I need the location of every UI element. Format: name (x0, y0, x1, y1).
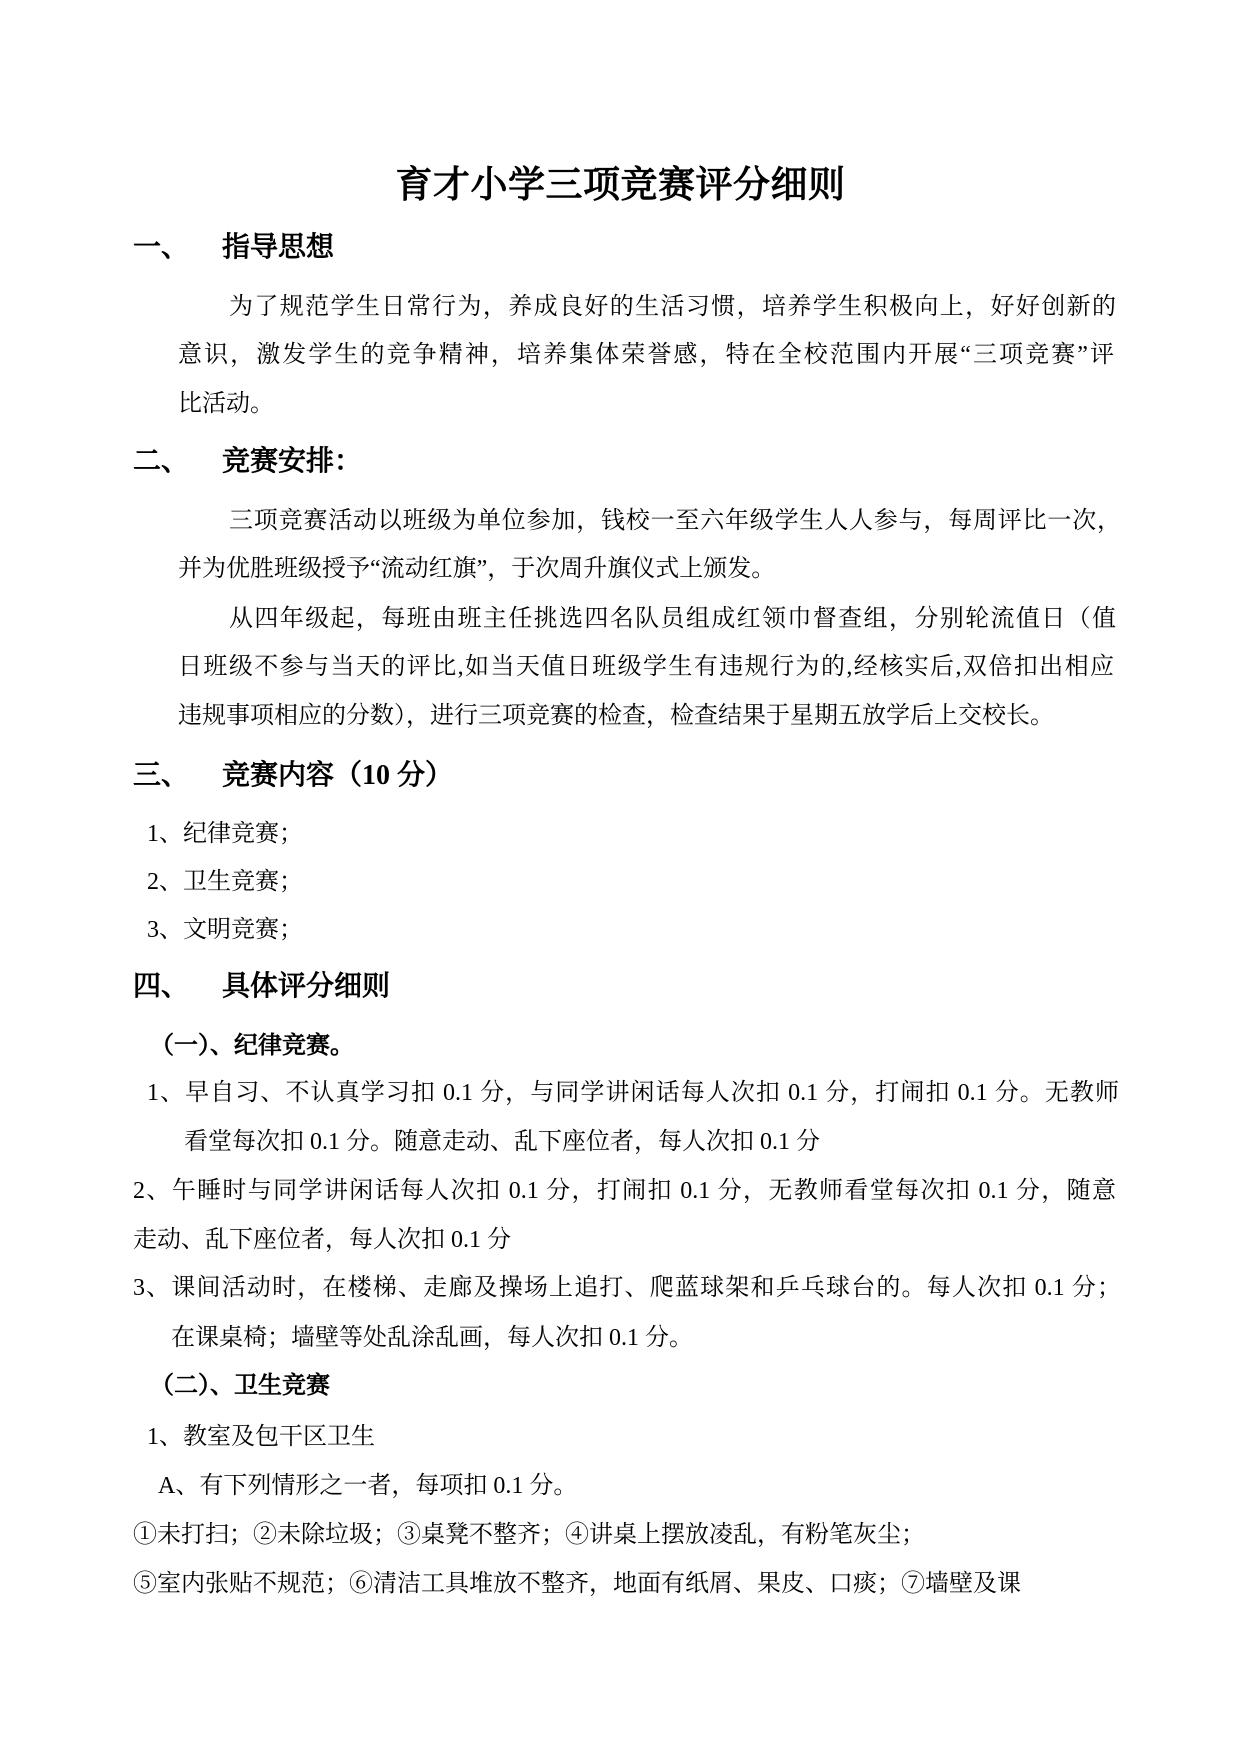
rule-line: ⑤室内张贴不规范；⑥清洁工具堆放不整齐，地面有纸屑、果皮、口痰；⑦墙壁及课 (133, 1571, 1021, 1597)
section-heading: 竞赛安排： (222, 446, 363, 477)
paragraph-line: 为了规范学生日常行为，养成良好的生活习惯，培养学生积极向上，好好创新的 (229, 294, 1116, 320)
subsection-heading: （一）、纪律竞赛。 (150, 1033, 354, 1059)
section-number: 三、 (133, 760, 190, 791)
subsection-heading: （二）、卫生竞赛 (150, 1373, 330, 1399)
list-item: 2、卫生竞赛； (147, 869, 303, 895)
rule-line: 3、课间活动时，在楼梯、走廊及操场上追打、爬蓝球架和乒乓球台的。每人次扣 0.1 分； (133, 1275, 1121, 1301)
document-title: 育才小学三项竞赛评分细则 (395, 165, 846, 206)
paragraph-line: 并为优胜班级授予“流动红旗”，于次周升旗仪式上颁发。 (178, 556, 776, 582)
section-heading: 指导思想 (222, 232, 335, 263)
section-number: 一、 (133, 232, 190, 263)
rule-line: A、有下列情形之一者，每项扣 0.1 分。 (158, 1473, 578, 1499)
paragraph-line: 从四年级起，每班由班主任挑选四名队员组成红领巾督查组，分别轮流值日（值 (229, 606, 1116, 632)
section-number: 二、 (133, 446, 190, 477)
paragraph-line: 违规事项相应的分数），进行三项竞赛的检查，检查结果于星期五放学后上交校长。 (178, 703, 1054, 729)
rule-line: ①未打扫；②未除垃圾；③桌凳不整齐；④讲桌上摆放凌乱，有粉笔灰尘； (133, 1522, 925, 1548)
rule-line: 1、教室及包干区卫生 (147, 1424, 375, 1450)
rule-line: 走动、乱下座位者，每人次扣 0.1 分 (133, 1227, 511, 1253)
paragraph-line: 比活动。 (178, 391, 274, 417)
list-item: 3、文明竞赛； (147, 917, 303, 943)
rule-line: 1、早自习、不认真学习扣 0.1 分，与同学讲闲话每人次扣 0.1 分，打闹扣 0.1 分。无教师 (147, 1080, 1119, 1106)
rule-line: 2、午睡时与同学讲闲话每人次扣 0.1 分，打闹扣 0.1 分，无教师看堂每次扣 0.1 分，随意 (133, 1178, 1116, 1204)
section-heading: 竞赛内容（10 分） (222, 760, 454, 791)
rule-line: 在课桌椅；墙壁等处乱涂乱画，每人次扣 0.1 分。 (171, 1325, 693, 1351)
section-heading: 具体评分细则 (222, 971, 391, 1002)
paragraph-line: 意识，激发学生的竞争精神，培养集体荣誉感，特在全校范围内开展“三项竞赛”评 (178, 342, 1114, 368)
paragraph-line: 三项竞赛活动以班级为单位参加，钱校一至六年级学生人人参与，每周评比一次， (229, 508, 1121, 534)
section-number: 四、 (133, 971, 190, 1002)
list-item: 1、纪律竞赛； (147, 821, 303, 847)
paragraph-line: 日班级不参与当天的评比,如当天值日班级学生有违规行为的,经核实后,双倍扣出相应 (178, 654, 1114, 680)
rule-line: 看堂每次扣 0.1 分。随意走动、乱下座位者，每人次扣 0.1 分 (184, 1129, 820, 1155)
